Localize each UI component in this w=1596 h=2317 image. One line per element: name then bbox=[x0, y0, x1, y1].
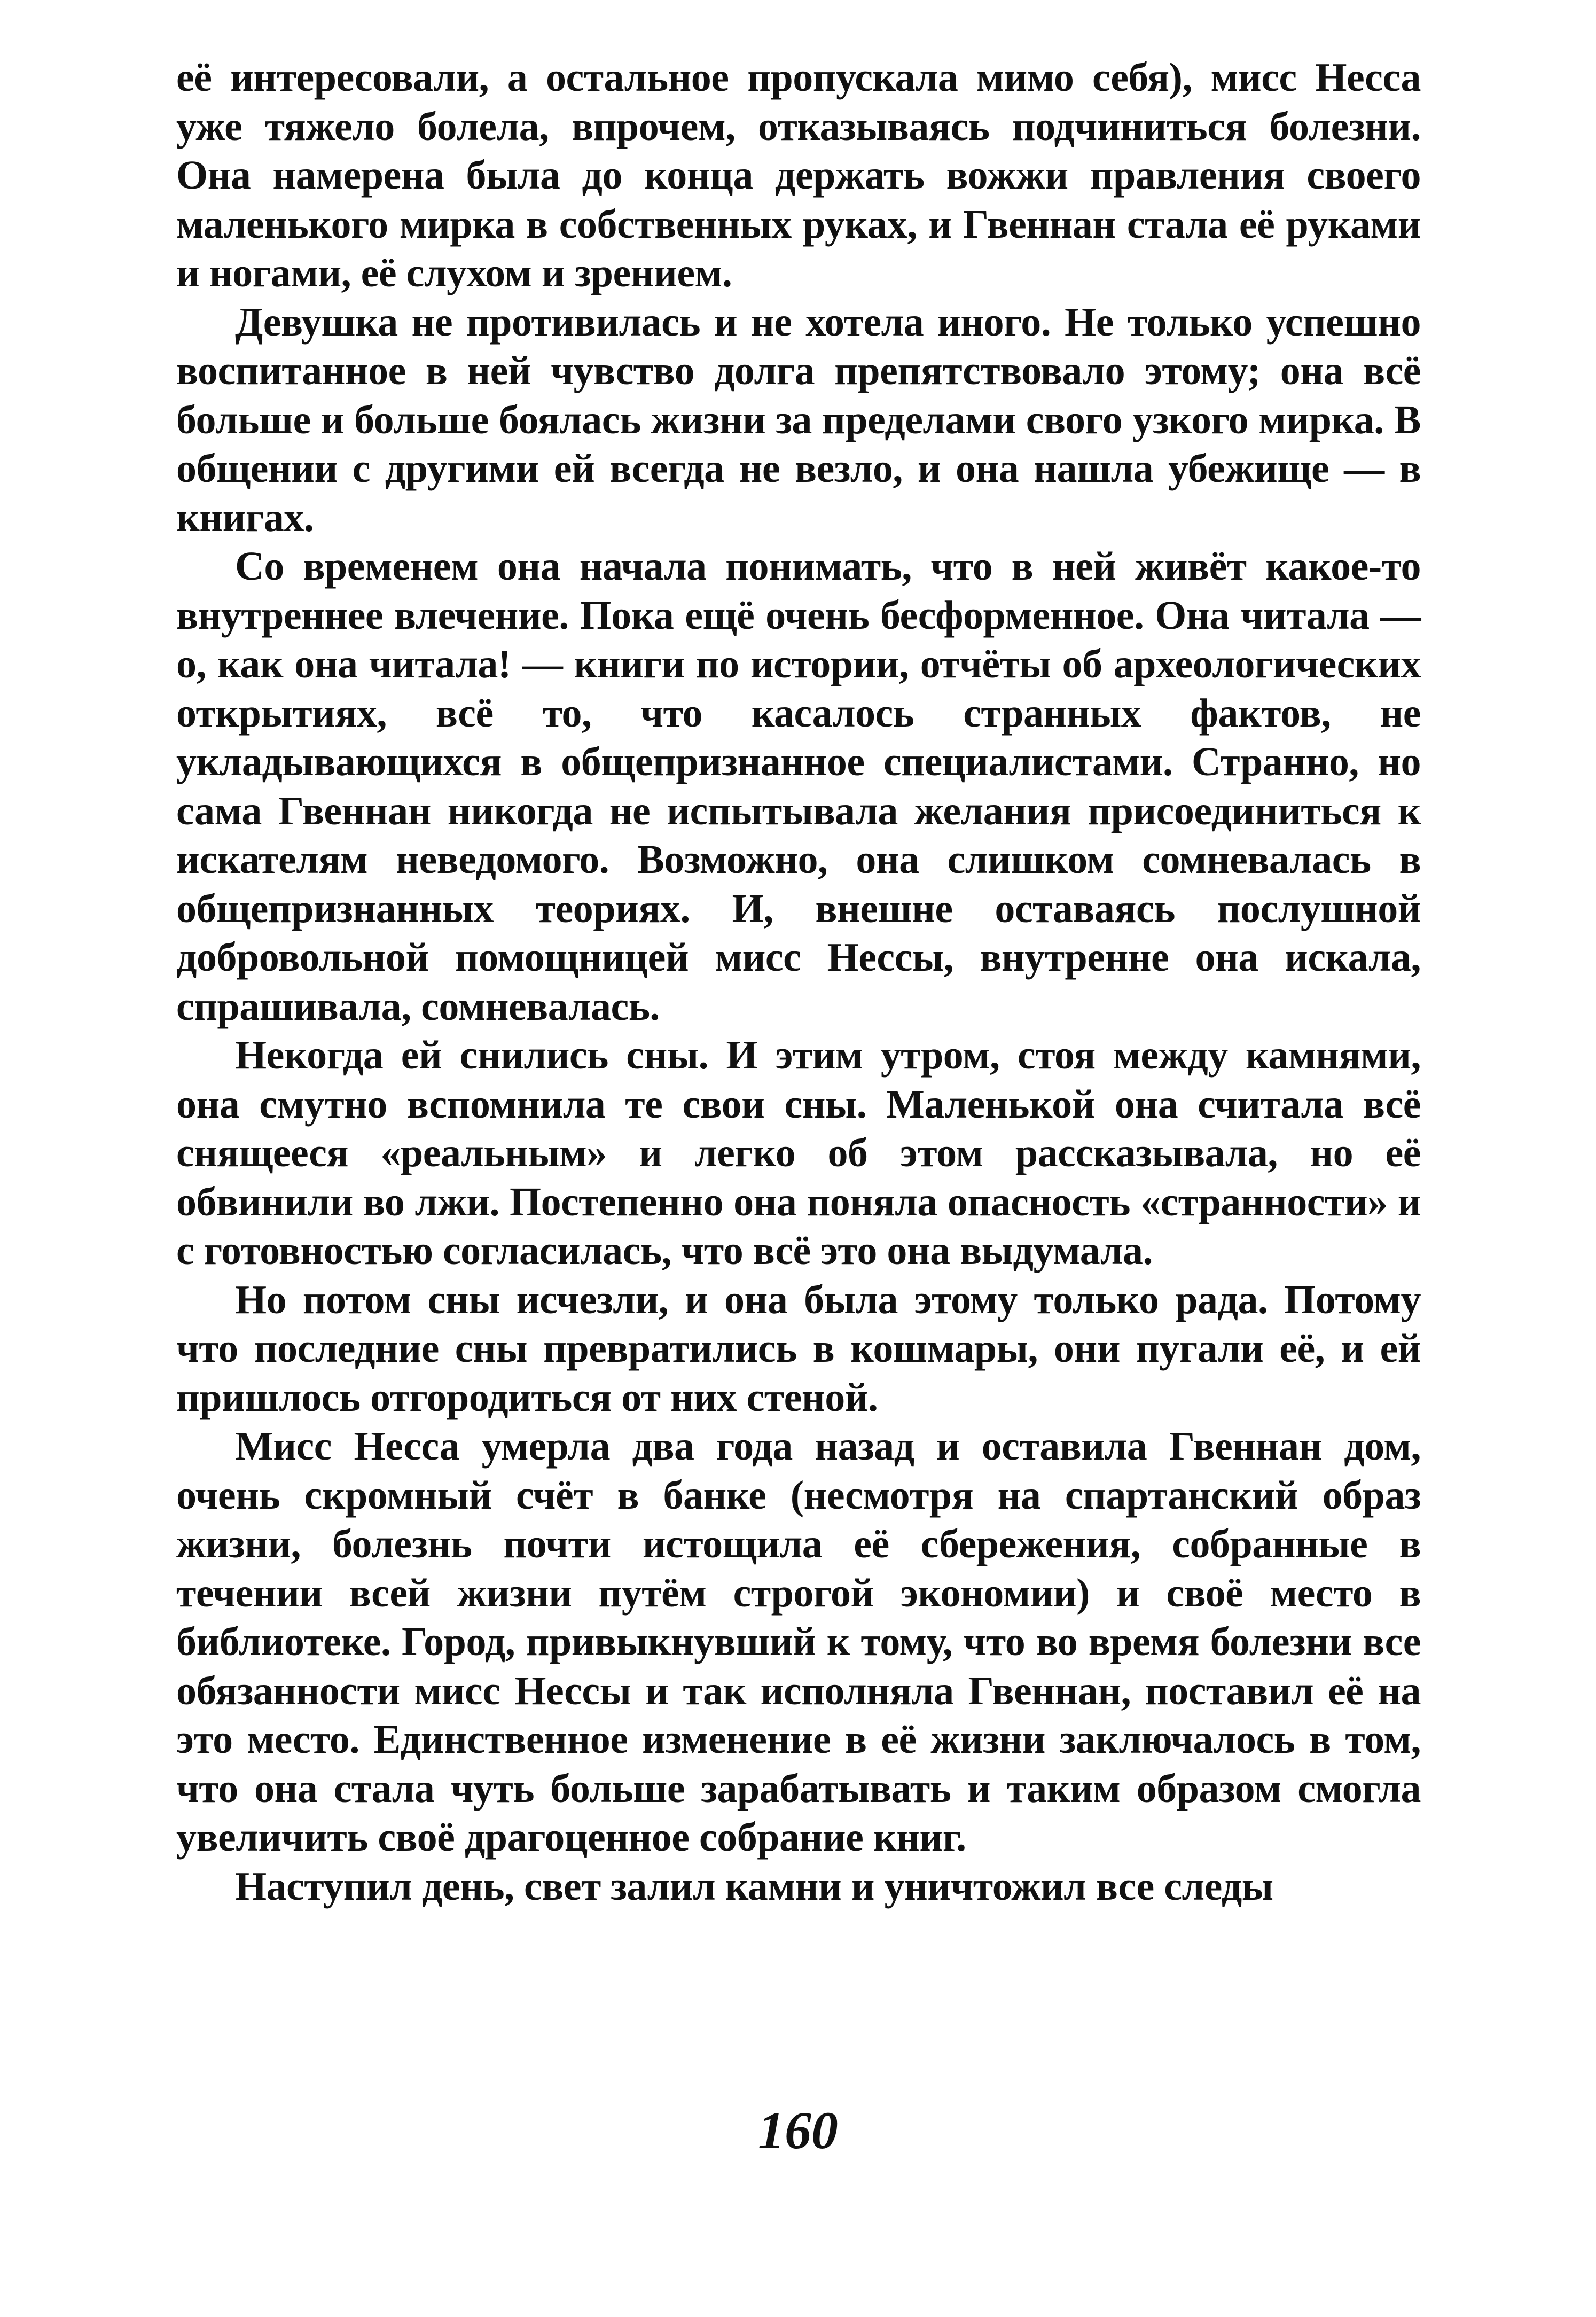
paragraph-6: Мисс Несса умерла два года назад и оставила Гвеннан дом, очень скромный счёт в банке (несмотря на спартанский образ жизни, болезнь почти истощила её сбережения, собранные в течении всей жизни путём строгой экономии) и своё место в библиотеке. Город, привыкнувший к тому, что во время болезни все обязанности мисс Нессы и так исполняла Гвеннан, поставил её на это место. Единственное изменение в её жизни заключалось в том, что она стала чуть больше зарабатывать и таким образом смогла увеличить своё драгоценное собрание книг. bbox=[176, 1424, 1421, 1860]
paragraph-1: её интересовали, а остальное пропускала мимо себя), мисс Несса уже тяжело болела, впрочем, отказываясь подчиниться болезни. Она намерена была до конца держать вожжи правления своего маленького мирка в собственных руках, и Гвеннан стала её руками и ногами, её слухом и зрением. bbox=[176, 55, 1421, 295]
body-text bbox=[176, 53, 1421, 1911]
paragraph-4: Некогда ей снились сны. И этим утром, стоя между камнями, она смутно вспомнила те свои сны. Маленькой она считала всё снящееся «реальным» и легко об этом рассказывала, но её обвинили во лжи. Постепенно она поняла опасность «странности» и с готовностью согласилась, что всё это она выдумала. bbox=[176, 1033, 1421, 1273]
paragraph-7: Наступил день, свет залил камни и уничтожил все следы bbox=[235, 1863, 1273, 1909]
paragraph-5: Но потом сны исчезли, и она была этому только рада. Потому что последние сны превратились в кошмары, они пугали её, и ей пришлось отгородиться от них стеной. bbox=[176, 1277, 1421, 1420]
page-number: 160 bbox=[758, 2101, 838, 2160]
paragraph-2: Девушка не противилась и не хотела иного. Не только успешно воспитанное в ней чувство долга препятствовало этому; она всё больше и больше боялась жизни за пределами свого узкого мирка. В общении с другими ей всегда не везло, и она нашла убежище — в книгах. bbox=[176, 299, 1421, 540]
paragraph-3: Со временем она начала понимать, что в ней живёт какое-то внутреннее влечение. Пока ещё очень бесформенное. Она читала — о, как она читала! — книги по истории, отчёты об археологических открытиях, всё то, что касалось странных фактов, не укладывающихся в общепризнанное специалистами. Странно, но сама Гвеннан никогда не испытывала желания присоединиться к искателям неведомого. Возможно, она слишком сомневалась в общепризнанных теориях. И, внешне оставаясь послушной добровольной помощницей мисс Нессы, внутренне она искала, спрашивала, сомневалась. bbox=[176, 544, 1421, 1029]
